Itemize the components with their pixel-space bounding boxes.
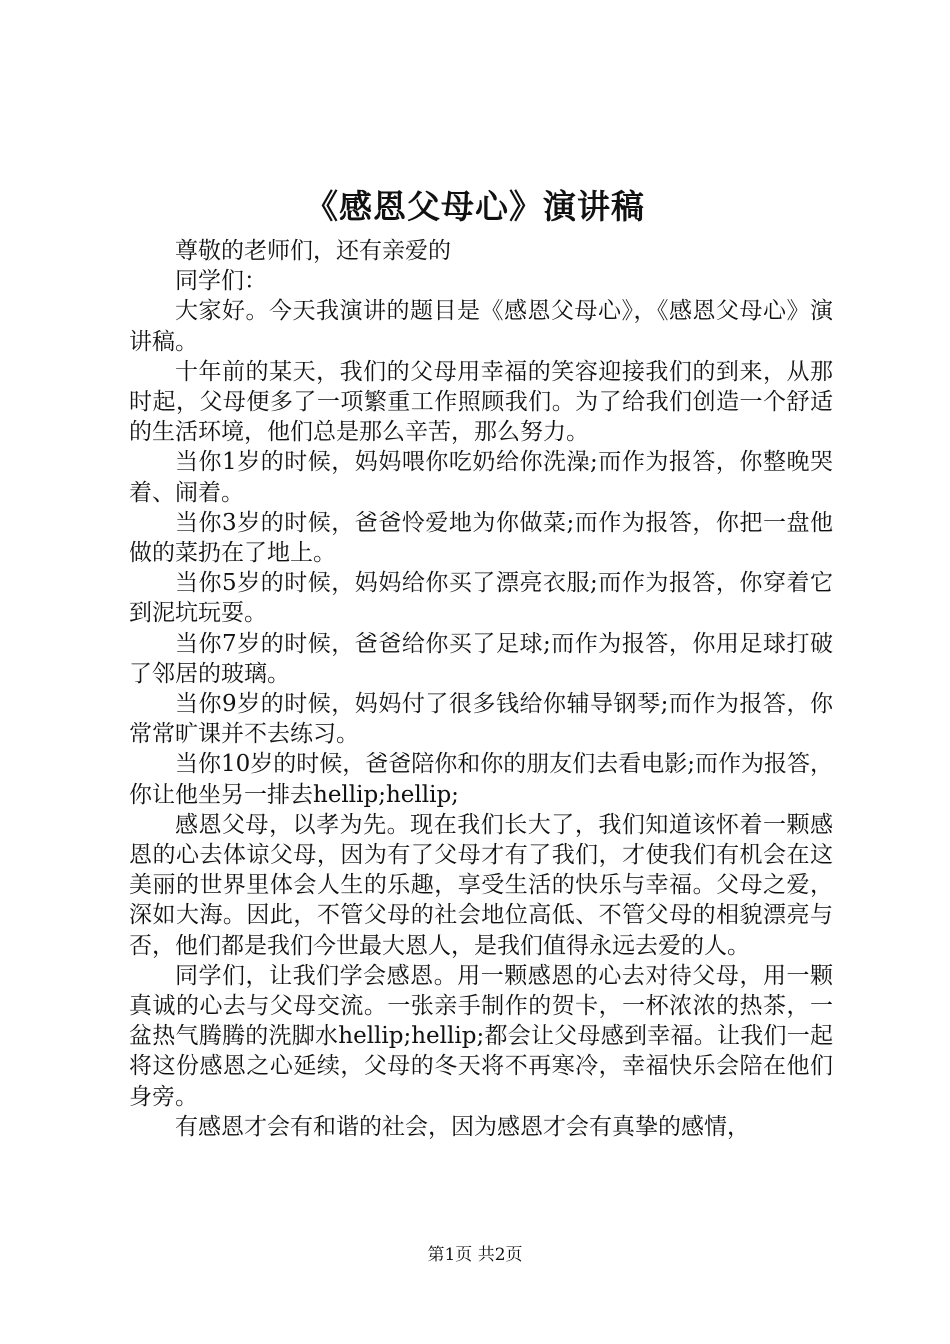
- paragraph-greeting: 尊敬的老师们，还有亲爱的: [175, 238, 451, 264]
- paragraph: 十年前的某天，我们的父母用幸福的笑容迎接我们的到来，从那时起，父母便多了一项繁重工作照顾我们。为了给我们创造一个舒适的生活环境，他们总是那么辛苦，那么努力。: [129, 358, 833, 446]
- paragraph: 有感恩才会有和谐的社会，因为感恩才会有真挚的感情，: [175, 1113, 750, 1140]
- paragraph: 当你1岁的时候，妈妈喂你吃奶给你洗澡;而作为报答，你整晚哭着、闹着。: [129, 449, 833, 506]
- paragraph: 当你7岁的时候，爸爸给你买了足球;而作为报答，你用足球打破了邻居的玻璃。: [129, 630, 833, 687]
- document-body: [129, 236, 833, 1142]
- page-footer: 第1页 共2页: [427, 1245, 523, 1265]
- paragraph: 大家好。今天我演讲的题目是《感恩父母心》，《感恩父母心》演讲稿。: [129, 298, 833, 355]
- paragraph: 当你10岁的时候，爸爸陪你和你的朋友们去看电影;而作为报答，你让他坐另一排去hellip;hellip;: [129, 751, 834, 808]
- paragraph: 当你3岁的时候，爸爸怜爱地为你做菜;而作为报答，你把一盘他做的菜扔在了地上。: [129, 509, 833, 567]
- paragraph-greeting-continued: 同学们：: [175, 268, 267, 295]
- paragraph: 感恩父母，以孝为先。现在我们长大了，我们知道该怀着一颗感恩的心去体谅父母，因为有了父母才有了我们，才使我们有机会在这美丽的世界里体会人生的乐趣，享受生活的快乐与幸福。父母之爱，深如大海。因此，不管父母的社会地位高低、不管父母的相貌漂亮与否，他们都是我们今世最大恩人，是我们值得永远去爱的人。: [129, 811, 833, 959]
- paragraph: 当你5岁的时候，妈妈给你买了漂亮衣服;而作为报答，你穿着它到泥坑玩耍。: [129, 570, 833, 627]
- paragraph: 同学们，让我们学会感恩。用一颗感恩的心去对待父母，用一颗真诚的心去与父母交流。一张亲手制作的贺卡，一杯浓浓的热茶，一盆热气腾腾的洗脚水hellip;hellip;都会让父母感到幸福。让我们一起将这份感恩之心延续，父母的冬天将不再寒冷，幸福快乐会陪在他们身旁。: [129, 962, 833, 1110]
- page-title: 《感恩父母心》演讲稿: [305, 187, 645, 226]
- paragraph: 当你9岁的时候，妈妈付了很多钱给你辅导钢琴;而作为报答，你常常旷课并不去练习。: [129, 691, 833, 748]
